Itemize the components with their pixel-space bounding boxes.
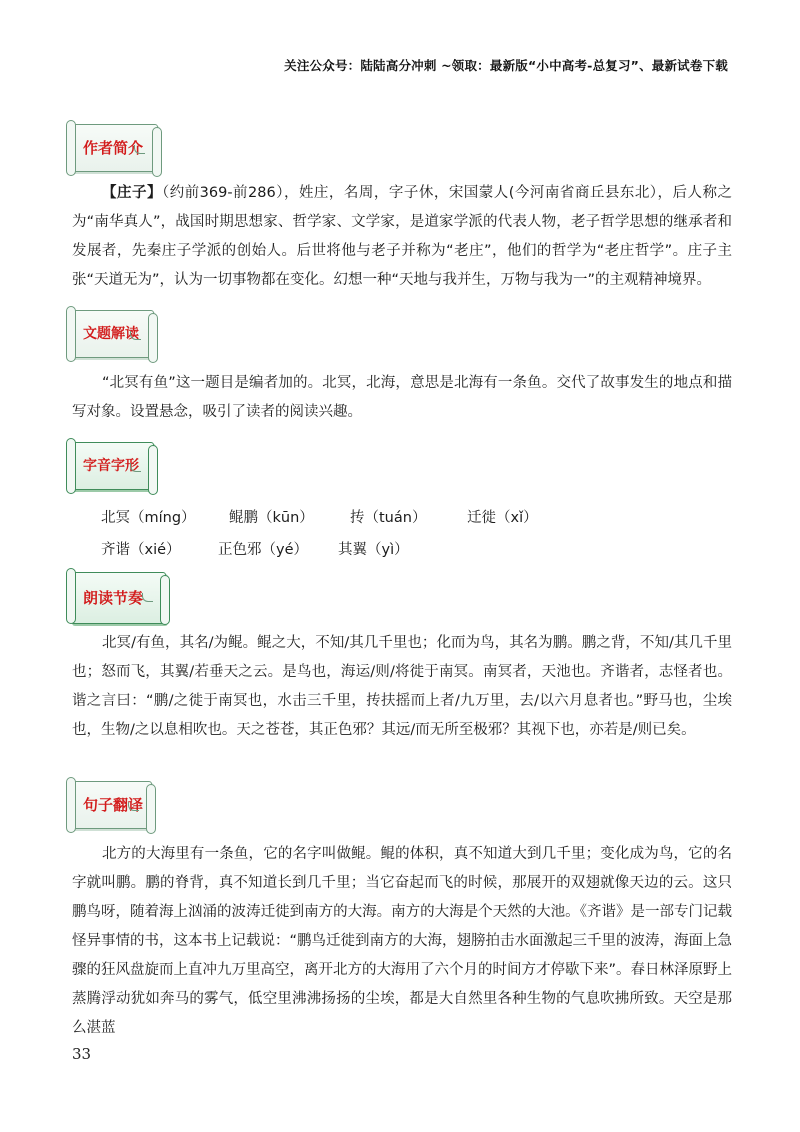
pron-item: 正色邪（yé） (218, 542, 309, 558)
pron-item: 鲲鹏（kūn） (229, 510, 314, 526)
scroll-flourish-icon (142, 593, 153, 602)
pron-item: 其翼（yì） (338, 542, 409, 558)
scroll-flourish-icon (130, 331, 141, 340)
section-badge-translation (70, 781, 152, 829)
translation-paragraph: 北方的大海里有一条鱼，它的名字叫做鲲。鲲的体积，真不知道大到几千里；变化成为鸟，它的名字就叫鹏。鹏的脊背，真不知道长到几千里；当它奋起而飞的时候，那展开的双翅就像天边的云。这只鹏鸟呀，随着海上汹涌的波涛迁徙到南方的大海。南方的大海是个天然的大池。《齐谐》是一部专门记载怪异事情的书，这本书上记载说：“鹏鸟迁徙到南方的大海，翅膀拍击水面激起三千里的波涛，海面上急骤的狂风盘旋而上直冲九万里高空，离开北方的大海用了六个月的时间方才停歇下来”。春日林泽原野上蒸腾浮动犹如奔马的雾气，低空里沸沸扬扬的尘埃，都是大自然里各种生物的气息吹拂所致。天空是那么湛蓝 (72, 846, 733, 1036)
scroll-flourish-icon (128, 802, 139, 811)
section-badge-reading-rhythm (70, 572, 166, 624)
section-title-title-analysis: 文题解读 (83, 326, 139, 342)
author-name: 【庄子】 (102, 185, 162, 201)
header-note: 关注公众号：陆陆高分冲刺 ~领取：最新版“小中高考-总复习”、最新试卷下载 (284, 58, 728, 73)
author-paragraph (72, 179, 732, 295)
pron-item: 迁徙（xǐ） (467, 510, 538, 526)
title-analysis-paragraph: “北冥有鱼”这一题目是编者加的。北冥，北海，意思是北海有一条鱼。交代了故事发生的地点和描写对象。设置悬念，吸引了读者的阅读兴趣。 (72, 375, 732, 420)
section-title-pronunciation: 字音字形 (83, 458, 139, 474)
page-number: 33 (72, 1045, 92, 1063)
section-title-author: 作者简介 (83, 139, 144, 157)
section-badge-pronunciation (70, 442, 154, 490)
pron-item: 抟（tuán） (350, 510, 427, 526)
pron-item: 北冥（míng） (101, 510, 196, 526)
scroll-flourish-icon (134, 145, 145, 154)
author-text: （约前369-前286），姓庄，名周，字子休，宋国蒙人(今河南省商丘县东北），后人称之为“南华真人”，战国时期思想家、哲学家、文学家，是道家学派的代表人物，老子哲学思想的继承者和发展者，先秦庄子学派的创始人。后世将他与老子并称为“老庄”，他们的哲学为“老庄哲学”。庄子主张“天道无为”，认为一切事物都在变化。幻想一种“天地与我并生，万物与我为一”的主观精神境界。 (72, 185, 732, 288)
section-title-reading-rhythm: 朗读节奏 (83, 589, 144, 607)
pron-item: 齐谐（xié） (101, 542, 181, 558)
scroll-flourish-icon (130, 463, 141, 472)
section-title-translation: 句子翻译 (83, 796, 144, 814)
section-badge-title-analysis (70, 310, 154, 358)
section-badge-author (70, 124, 158, 172)
reading-rhythm-paragraph: 北冥/有鱼，其名/为鲲。鲲之大，不知/其几千里也；化而为鸟，其名为鹏。鹏之背，不知/其几千里也；怒而飞，其翼/若垂天之云。是鸟也，海运/则/将徙于南冥。南冥者，天池也。齐谐者，志怪者也。谐之言曰：“鹏/之徙于南冥也，水击三千里，抟扶摇而上者/九万里，去/以六月息者也。”野马也，尘埃也，生物/之以息相吹也。天之苍苍，其正色邪？其远/而无所至极邪？其视下也，亦若是/则已矣。 (72, 635, 732, 738)
